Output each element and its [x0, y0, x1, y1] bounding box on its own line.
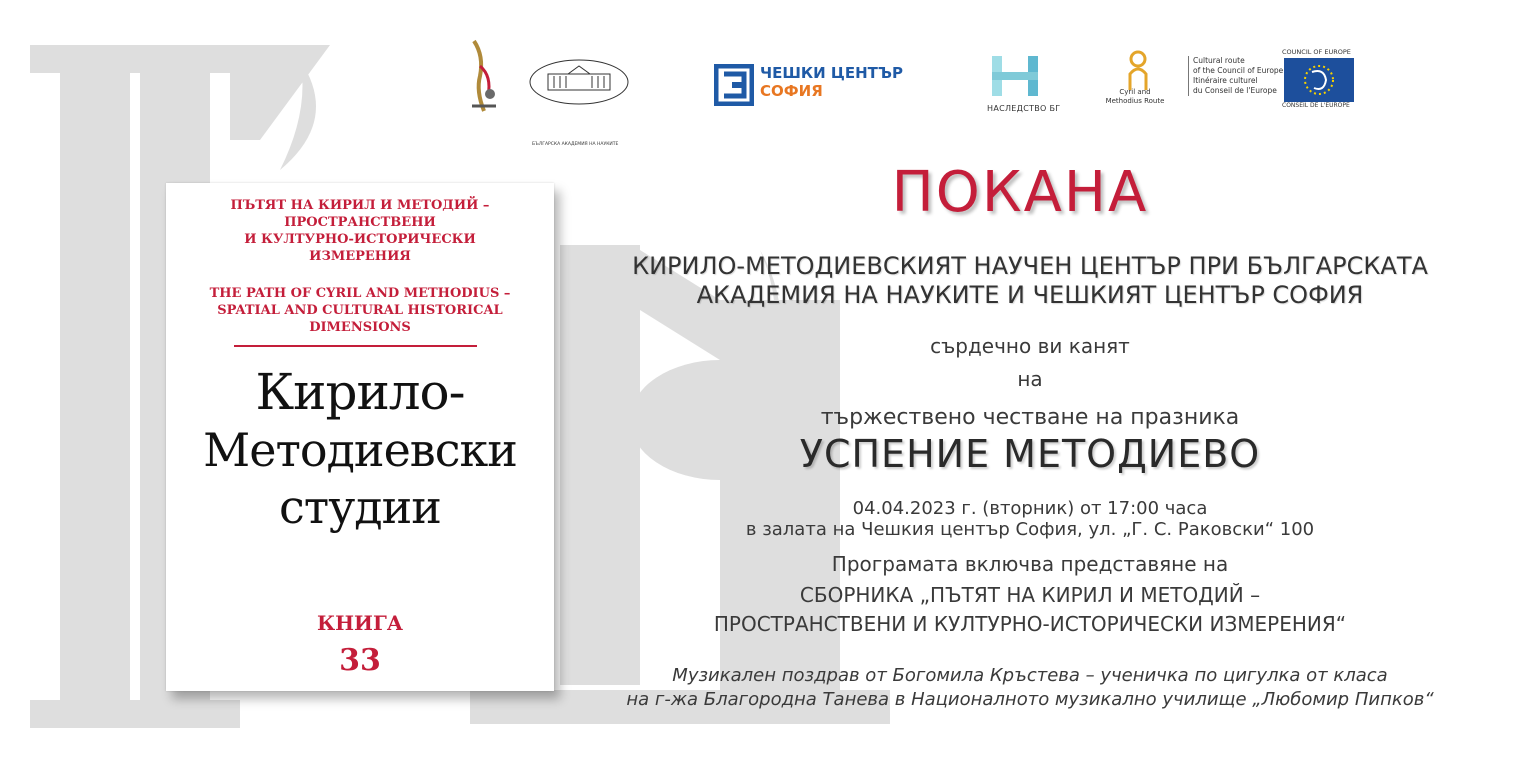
nasledstvo-caption: НАСЛЕДСТВО БГ: [987, 104, 1061, 113]
book-cover: [166, 183, 554, 691]
event-name: УСПЕНИЕ МЕТОДИЕВО: [799, 432, 1261, 476]
event-date: 04.04.2023 г. (вторник) от 17:00 часа: [852, 498, 1208, 519]
program-item-line: СБОРНИКА „ПЪТЯТ НА КИРИЛ И МЕТОДИЙ –: [799, 583, 1261, 607]
cultural-route-text: [1188, 56, 1283, 96]
coe-top-caption: COUNCIL OF EUROPE: [1282, 48, 1351, 56]
coe-bottom-caption: CONSEIL DE L'EUROPE: [1282, 102, 1350, 109]
council-of-europe-logo-icon: [1284, 58, 1354, 102]
event-intro: тържествено честване на празника: [820, 405, 1240, 430]
book-title-line: ПРОСТРАНСТВЕНИ: [284, 215, 436, 230]
music-line: на г-жа Благородна Танева в Националното музикално училище „Любомир Пипков“: [626, 689, 1434, 710]
cm-route-logo-icon: [1126, 50, 1150, 92]
program-item-line: ПРОСТРАНСТВЕНИ И КУЛТУРНО-ИСТОРИЧЕСКИ ИЗМЕРЕНИЯ“: [713, 612, 1347, 636]
book-number: 33: [339, 643, 381, 678]
bas-caption: БЪЛГАРСКА АКАДЕМИЯ НА НАУКИТЕ: [532, 142, 619, 147]
nasledstvo-logo-icon: [988, 54, 1044, 98]
journal-title-line1: Кирило-: [255, 363, 465, 421]
book-title-line: И КУЛТУРНО-ИСТОРИЧЕСКИ: [244, 232, 476, 247]
cm-route-caption: Cyril and Methodius Route: [1105, 88, 1165, 105]
journal-title-line3: студии: [279, 480, 441, 534]
program-intro: Програмата включва представяне на: [831, 552, 1229, 576]
music-greeting: [560, 664, 1500, 712]
program-items: [560, 581, 1500, 639]
cultural-route-line: du Conseil de l'Europe: [1193, 86, 1277, 95]
book-title-line: DIMENSIONS: [309, 320, 411, 335]
book-label: КНИГА: [316, 611, 404, 635]
invite-line2: на: [1017, 367, 1043, 391]
partner-logos: [0, 36, 1536, 147]
cultural-route-line: Cultural route: [1193, 56, 1245, 65]
book-divider: [234, 345, 477, 347]
bas-building-logo-icon: [528, 58, 630, 106]
organizers-line: АКАДЕМИЯ НА НАУКИТЕ И ЧЕШКИЯТ ЦЕНТЪР СОФИЯ: [696, 281, 1364, 309]
invitation-heading: ПОКАНА: [891, 160, 1149, 225]
cultural-route-line: Itinéraire culturel: [1193, 76, 1258, 85]
cultural-route-line: of the Council of Europe: [1193, 66, 1284, 75]
book-title-line: THE PATH OF CYRIL AND METHODIUS –: [209, 286, 511, 301]
music-line: Музикален поздрав от Богомила Кръстева – ученичка по цигулка от класа: [672, 665, 1388, 686]
book-title-line: SPATIAL AND CULTURAL HISTORICAL: [217, 303, 503, 318]
czech-center-wordmark: [760, 64, 903, 100]
organizers-line: КИРИЛО-МЕТОДИЕВСКИЯТ НАУЧЕН ЦЕНТЪР ПРИ БЪЛГАРСКАТА: [632, 252, 1428, 280]
book-title-en: [166, 285, 554, 336]
czech-center-line2: СОФИЯ: [760, 82, 823, 100]
book-title-line: ПЪТЯТ НА КИРИЛ И МЕТОДИЙ –: [230, 198, 490, 213]
event-venue: в залата на Чешкия център София, ул. „Г. С. Раковски“ 100: [745, 519, 1315, 540]
kmnc-logo-icon: [466, 36, 504, 116]
invite-line1: сърдечно ви канят: [930, 334, 1130, 358]
czech-center-logo-icon: [714, 64, 754, 106]
czech-center-line1: ЧЕШКИ ЦЕНТЪР: [760, 64, 903, 82]
journal-title-line2: Методиевски: [203, 423, 517, 477]
organizers: [560, 252, 1500, 310]
book-title-line: ИЗМЕРЕНИЯ: [309, 249, 411, 264]
